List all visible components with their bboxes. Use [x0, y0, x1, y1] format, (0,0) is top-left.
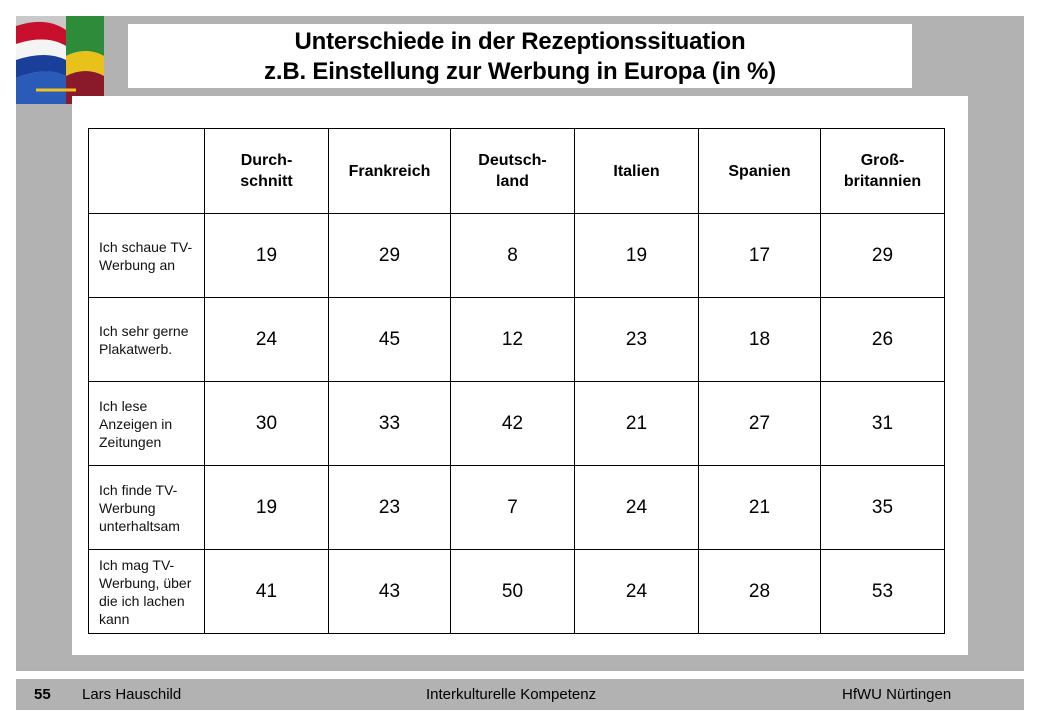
table-cell: 21 — [699, 466, 821, 550]
table-cell: 28 — [699, 550, 821, 634]
table-row — [89, 298, 945, 382]
row-label: Ich finde TV-Werbung unterhaltsam — [89, 466, 205, 550]
slide-footer — [16, 679, 1024, 710]
table-row — [89, 550, 945, 634]
table-cell: 21 — [575, 382, 699, 466]
row-label: Ich schaue TV-Werbung an — [89, 214, 205, 298]
table-cell: 43 — [329, 550, 451, 634]
europe-flags-logo — [16, 16, 104, 104]
header-empty — [89, 129, 205, 214]
table-cell: 45 — [329, 298, 451, 382]
table-cell: 17 — [699, 214, 821, 298]
table-cell: 24 — [575, 550, 699, 634]
table-cell: 35 — [821, 466, 945, 550]
table-cell: 23 — [329, 466, 451, 550]
table-row — [89, 382, 945, 466]
table-cell: 41 — [205, 550, 329, 634]
table-cell: 53 — [821, 550, 945, 634]
table-cell: 7 — [451, 466, 575, 550]
table-cell: 19 — [575, 214, 699, 298]
table-cell: 12 — [451, 298, 575, 382]
table-cell: 30 — [205, 382, 329, 466]
table-cell: 19 — [205, 466, 329, 550]
table-cell: 8 — [451, 214, 575, 298]
table-row — [89, 466, 945, 550]
table-cell: 29 — [329, 214, 451, 298]
row-label: Ich sehr gerne Plakatwerb. — [89, 298, 205, 382]
column-header: Frankreich — [329, 129, 451, 214]
table-cell: 26 — [821, 298, 945, 382]
table-cell: 24 — [205, 298, 329, 382]
footer-institution: HfWU Nürtingen — [842, 686, 952, 703]
table-cell: 24 — [575, 466, 699, 550]
table-cell: 33 — [329, 382, 451, 466]
table-row — [89, 214, 945, 298]
footer-course: Interkulturelle Kompetenz — [426, 686, 597, 703]
table-cell: 31 — [821, 382, 945, 466]
row-label: Ich mag TV-Werbung, über die ich lachen kann — [89, 550, 205, 634]
column-header: Deutsch- land — [451, 129, 575, 214]
table-cell: 23 — [575, 298, 699, 382]
row-label: Ich lese Anzeigen in Zeitungen — [89, 382, 205, 466]
column-header: Spanien — [699, 129, 821, 214]
column-header: Groß- britannien — [821, 129, 945, 214]
page-number: 55 — [34, 686, 51, 703]
footer-author: Lars Hauschild — [82, 686, 182, 703]
table-cell: 50 — [451, 550, 575, 634]
content-panel — [72, 96, 968, 655]
table-cell: 18 — [699, 298, 821, 382]
table-cell: 29 — [821, 214, 945, 298]
slide-title — [128, 24, 912, 88]
column-header: Durch- schnitt — [205, 129, 329, 214]
table-header-row — [89, 129, 945, 214]
column-header: Italien — [575, 129, 699, 214]
table-cell: 27 — [699, 382, 821, 466]
title-line-1: Unterschiede in der Rezeptionssituation — [294, 28, 746, 55]
advertising-attitudes-table — [88, 128, 945, 634]
title-line-2: z.B. Einstellung zur Werbung in Europa (in %) — [264, 58, 776, 85]
table-cell: 19 — [205, 214, 329, 298]
table-cell: 42 — [451, 382, 575, 466]
